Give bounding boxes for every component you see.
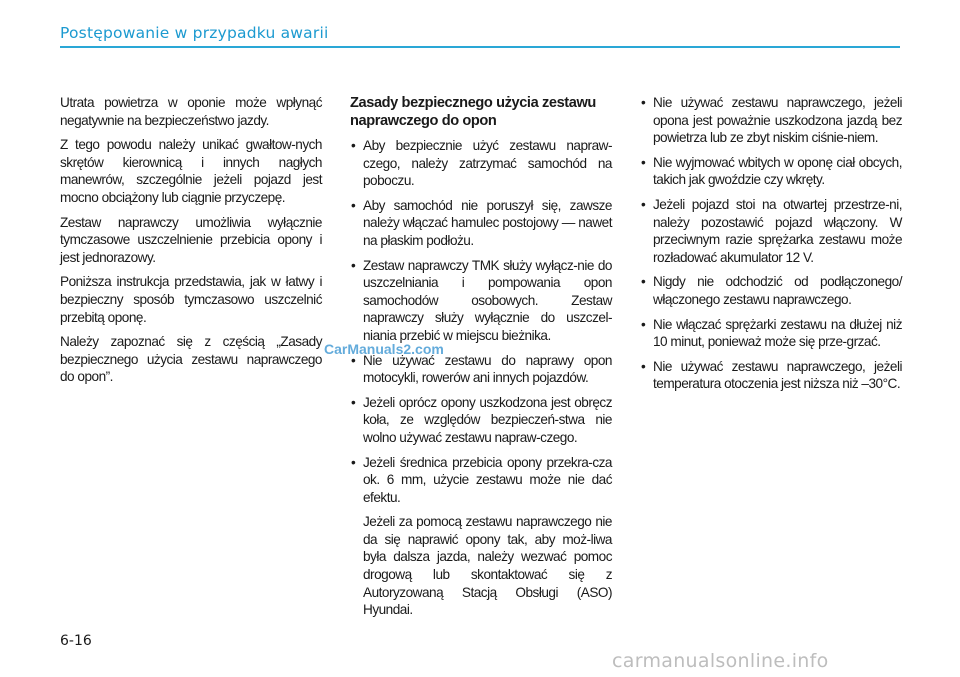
list-item [640, 94, 902, 147]
paragraph: Utrata powietrza w oponie może wpłynąć negatywnie na bezpieczeństwo jazdy. [60, 95, 322, 128]
bullet-icon: • [641, 95, 646, 110]
bullet-list [350, 137, 612, 506]
list-item [640, 196, 902, 266]
bullet-icon: • [641, 154, 646, 170]
bullet-icon: • [641, 358, 646, 374]
bullet-icon: • [351, 454, 356, 470]
bullet-icon: • [641, 274, 646, 290]
bullet-icon: • [351, 352, 356, 368]
bullet-icon: • [351, 197, 356, 213]
paragraph: Z tego powodu należy unikać gwałtow-nych skrętów kierownicą i innych nagłych manewrów, szczególnie jeżeli pojazd jest mocno obciążony lub ciągnie przyczepę. [60, 137, 322, 205]
paragraph: Zestaw naprawczy umożliwia wyłącznie tymczasowe uszczelnienie przebicia opony i jest jednorazowy. [60, 214, 322, 265]
page-number: 6-16 [60, 633, 92, 649]
list-item-text: Nie używać zestawu naprawczego, jeżeli temperatura otoczenia jest niższa niż –30°C. [653, 358, 902, 392]
section-heading: Zasady bezpiecznego użycia zestawu naprawczego do opon [350, 95, 596, 129]
list-item-text: Jeżeli pojazd stoi na otwartej przestrze-ni, należy pozostawić pojazd włączony. W przeciwnym razie sprężarka zestawu może rozładować akumulator 12 V. [653, 196, 902, 265]
list-item-text: Nie włączać sprężarki zestawu na dłużej niż 10 minut, ponieważ może się prze-grzać. [653, 316, 902, 350]
list-item [350, 197, 612, 250]
column-2 [350, 94, 612, 626]
list-item [640, 358, 902, 393]
paragraph: Poniższa instrukcja przedstawia, jak w łatwy i bezpieczny sposób tymczasowo uszczelnić przebitą oponę. [60, 274, 322, 325]
list-item-text: Zestaw naprawczy TMK służy wyłącz-nie do uszczelniania i pompowania opon samochodów osobowych. Zestaw naprawczy służy wyłącznie do uszczel-niania przebić w miejscu bieżnika. [363, 257, 612, 343]
list-item [350, 137, 612, 190]
list-item-text: Jeżeli oprócz opony uszkodzona jest obręcz koła, ze względów bezpieczeń-stwa nie wolno używać zestawu napraw-czego. [363, 394, 612, 445]
column-3 [640, 94, 902, 400]
continuation-paragraph: Jeżeli za pomocą zestawu naprawczego nie da się naprawić opony tak, aby moż-liwa była dalsza jazda, należy wezwać pomoc drogową lub skontaktować się z Autoryzowaną Stacją Obsługi (ASO) Hyundai. [363, 514, 612, 618]
list-item-text: Nie wyjmować wbitych w oponę ciał obcych, takich jak gwoździe czy wkręty. [653, 154, 902, 188]
section-title: Postępowanie w przypadku awarii [60, 24, 329, 42]
list-item [640, 273, 902, 308]
bullet-icon: • [641, 196, 646, 212]
watermark: CarManuals2.com [324, 341, 444, 357]
list-item [640, 154, 902, 189]
list-item [350, 257, 612, 345]
bullet-icon: • [351, 257, 356, 273]
bullet-icon: • [351, 394, 356, 410]
bullet-icon: • [351, 138, 356, 153]
list-item-text: Aby samochód nie poruszył się, zawsze należy włączać hamulec postojowy — nawet na płaskim podłożu. [363, 197, 612, 248]
list-item-text: Nie używać zestawu do naprawy opon motocykli, rowerów ani innych pojazdów. [363, 352, 612, 386]
list-item [350, 454, 612, 507]
list-item [640, 316, 902, 351]
paragraph: Należy zapoznać się z częścią „Zasady bezpiecznego użycia zestawu naprawczego do opon”. [60, 334, 322, 385]
section-header [60, 24, 900, 48]
list-item-text: Aby bezpiecznie użyć zestawu napraw-czego, należy zatrzymać samochód na poboczu. [363, 138, 612, 189]
list-item-text: Nigdy nie odchodzić od podłączonego/ włączonego zestawu naprawczego. [653, 274, 902, 307]
column-1 [60, 94, 322, 393]
list-item [350, 394, 612, 447]
bullet-icon: • [641, 316, 646, 332]
footer-watermark: carmanualsonline.info [612, 650, 829, 672]
list-item-text: Jeżeli średnica przebicia opony przekra-cza ok. 6 mm, użycie zestawu może nie dać efektu. [363, 454, 612, 505]
bullet-list [640, 94, 902, 393]
list-item-text: Nie używać zestawu naprawczego, jeżeli opona jest poważnie uszkodzona jazdą bez powietrza lub ze zbyt niskim ciśnie-niem. [653, 95, 902, 146]
